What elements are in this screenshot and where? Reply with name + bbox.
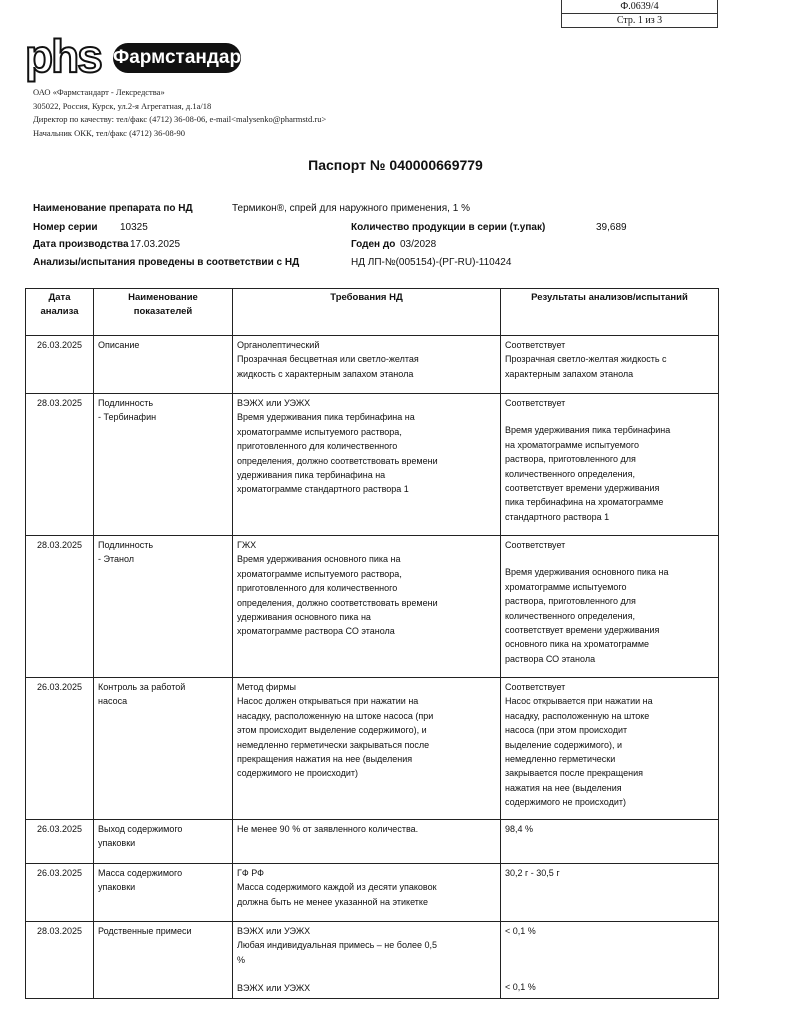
table-row <box>26 820 719 864</box>
row-requirements: Не менее 90 % от заявленного количества. <box>233 820 501 864</box>
header-name: Наименование показателей <box>94 289 233 336</box>
row-requirements: ВЭЖХ или УЭЖХ Любая индивидуальная примесь – не более 0,5 % ВЭЖХ или УЭЖХ <box>233 922 501 999</box>
row-date: 26.03.2025 <box>26 678 94 820</box>
table-row <box>26 394 719 536</box>
logo-brand: Фармстандарт <box>113 43 241 73</box>
header-results: Результаты анализов/испытаний <box>501 289 719 336</box>
quantity-label: Количество продукции в серии (т.упак) <box>351 222 546 233</box>
series-label: Номер серии <box>33 222 98 233</box>
row-name: Масса содержимого упаковки <box>94 864 233 922</box>
row-result: Соответствует Прозрачная светло-желтая жидкость с характерным запахом этанола <box>501 336 719 394</box>
table-row <box>26 922 719 999</box>
row-requirements: Органолептический Прозрачная бесцветная или светло-желтая жидкость с характерным запахом этанола <box>233 336 501 394</box>
production-date-label: Дата производства <box>33 239 129 250</box>
nd-label: Анализы/испытания проведены в соответствии с НД <box>33 257 300 268</box>
company-name: ОАО «Фармстандарт - Лексредства» <box>33 87 165 97</box>
company-logo <box>25 30 251 83</box>
company-address: 305022, Россия, Курск, ул.2-я Агрегатная, д.1а/18 <box>33 100 212 111</box>
table-row <box>26 536 719 678</box>
row-result: < 0,1 % < 0,1 % <box>501 922 719 999</box>
table-row <box>26 678 719 820</box>
logo-mark: phs <box>25 30 101 82</box>
company-info <box>33 86 326 140</box>
table-row <box>26 864 719 922</box>
row-date: 28.03.2025 <box>26 536 94 678</box>
row-requirements: ГФ РФ Масса содержимого каждой из десяти упаковок должна быть не менее указанной на этикетке <box>233 864 501 922</box>
row-requirements: ВЭЖХ или УЭЖХ Время удерживания пика тербинафина на хроматограмме испытуемого раствора, приготовленного для количественного определения, должно соответствовать времени удерживания пика тербинафина на хроматограмме стандартного раствора 1 <box>233 394 501 536</box>
row-result: 30,2 г - 30,5 г <box>501 864 719 922</box>
analysis-table <box>25 288 719 999</box>
row-result: Соответствует Насос открывается при нажатии на насадку, расположенную на штоке насоса (при этом происходит выделение содержимого), и немедленно герметически закрывается после прекращения нажатия на нее (выделения содержимого не происходит) <box>501 678 719 820</box>
page-title: Паспорт № 040000669779 <box>308 157 483 173</box>
row-name: Подлинность - Тербинафин <box>94 394 233 536</box>
row-date: 26.03.2025 <box>26 336 94 394</box>
product-label: Наименование препарата по НД <box>33 203 193 214</box>
row-date: 28.03.2025 <box>26 922 94 999</box>
row-requirements: Метод фирмы Насос должен открываться при нажатии на насадку, расположенную на штоке насоса (при этом происходит выделение содержимого), и немедленно герметически закрываться после прекращения нажатия на нее (выделения содержимого не происходит) <box>233 678 501 820</box>
expiry-label: Годен до <box>351 239 396 250</box>
company-director: Директор по качеству: тел/факс (4712) 36-08-06, e-mail<malysenko@pharmstd.ru> <box>33 114 327 124</box>
company-qc-head: Начальник ОКК, тел/факс (4712) 36-08-90 <box>33 127 186 138</box>
expiry-value: 03/2028 <box>400 239 437 250</box>
row-result: Соответствует Время удерживания пика тербинафина на хроматограмме испытуемого раствора, приготовленного для количественного определения, соответствует времени удерживания пика тербинафина на хроматограмме стандартного раствора 1 <box>501 394 719 536</box>
row-name: Родственные примеси <box>94 922 233 999</box>
production-date-value: 17.03.2025 <box>130 239 181 250</box>
row-date: 28.03.2025 <box>26 394 94 536</box>
row-date: 26.03.2025 <box>26 820 94 864</box>
header-requirements: Требования НД <box>233 289 501 336</box>
product-value: Термикон®, спрей для наружного применения, 1 % <box>232 203 470 214</box>
page-number: Стр. 1 из 3 <box>562 13 717 27</box>
row-requirements: ГЖХ Время удерживания основного пика на хроматограмме испытуемого раствора, приготовленного для количественного определения, должно соответствовать времени удерживания основного пика на хроматограмме раствора СО этанола <box>233 536 501 678</box>
series-value: 10325 <box>120 222 148 233</box>
table-row <box>26 336 719 394</box>
header-date: Дата анализа <box>26 289 94 336</box>
row-name: Выход содержимого упаковки <box>94 820 233 864</box>
quantity-value: 39,689 <box>596 222 627 233</box>
form-code-box <box>561 0 718 28</box>
row-name: Описание <box>94 336 233 394</box>
table-header-row <box>26 289 719 336</box>
row-date: 26.03.2025 <box>26 864 94 922</box>
row-name: Контроль за работой насоса <box>94 678 233 820</box>
row-result: 98,4 % <box>501 820 719 864</box>
form-code: Ф.0639/4 <box>620 1 659 12</box>
nd-value: НД ЛП-№(005154)-(РГ-RU)-110424 <box>351 257 512 268</box>
row-result: Соответствует Время удерживания основного пика на хроматограмме испытуемого раствора, приготовленного для количественного определения, соответствует времени удерживания основного пика на хроматограмме раствора СО этанола <box>501 536 719 678</box>
row-name: Подлинность - Этанол <box>94 536 233 678</box>
